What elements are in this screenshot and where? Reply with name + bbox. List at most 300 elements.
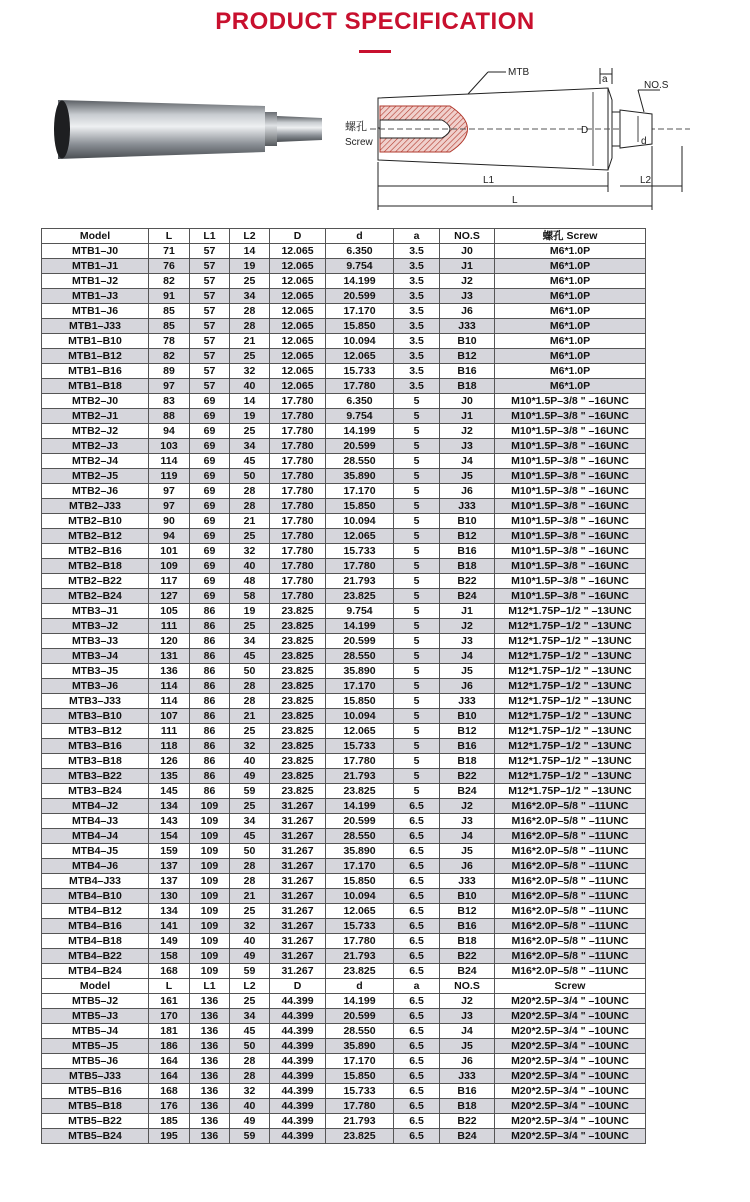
table-cell: 17.780 [270, 469, 326, 484]
table-cell: 3.5 [394, 304, 440, 319]
table-cell: 31.267 [270, 859, 326, 874]
table-cell: 69 [190, 469, 230, 484]
table-cell: 17.780 [270, 574, 326, 589]
table-cell: 6.5 [394, 889, 440, 904]
table-cell: 17.780 [326, 559, 394, 574]
table-cell: MTB5–B16 [42, 1084, 149, 1099]
table-cell: MTB2–J2 [42, 424, 149, 439]
table-cell: 86 [190, 649, 230, 664]
table-cell: 15.733 [326, 739, 394, 754]
column-header: L [149, 979, 190, 994]
table-row [42, 244, 646, 259]
table-cell: B10 [440, 334, 495, 349]
table-cell: 17.780 [270, 499, 326, 514]
table-cell: 17.780 [270, 394, 326, 409]
table-cell: 94 [149, 424, 190, 439]
table-cell: 21 [230, 514, 270, 529]
table-cell: J4 [440, 829, 495, 844]
table-row [42, 964, 646, 979]
table-cell: M6*1.0P [495, 244, 646, 259]
table-cell: B24 [440, 1129, 495, 1144]
table-cell: J3 [440, 1009, 495, 1024]
table-cell: 17.170 [326, 679, 394, 694]
table-cell: MTB5–J3 [42, 1009, 149, 1024]
table-cell: J6 [440, 679, 495, 694]
table-cell: 117 [149, 574, 190, 589]
table-cell: 28 [230, 874, 270, 889]
table-cell: B16 [440, 919, 495, 934]
table-cell: 141 [149, 919, 190, 934]
table-header-2 [42, 979, 646, 994]
table-cell: 25 [230, 349, 270, 364]
table-cell: 44.399 [270, 1024, 326, 1039]
table-cell: MTB5–J2 [42, 994, 149, 1009]
table-cell: J33 [440, 499, 495, 514]
table-cell: 50 [230, 469, 270, 484]
table-cell: 6.5 [394, 934, 440, 949]
table-row [42, 289, 646, 304]
column-header: D [270, 979, 326, 994]
table-cell: 57 [190, 259, 230, 274]
table-cell: 57 [190, 349, 230, 364]
table-cell: MTB5–J4 [42, 1024, 149, 1039]
arbor-photo [54, 100, 322, 159]
table-cell: 6.5 [394, 994, 440, 1009]
table-cell: MTB1–B18 [42, 379, 149, 394]
table-cell: 15.733 [326, 364, 394, 379]
table-row [42, 769, 646, 784]
table-cell: 17.170 [326, 484, 394, 499]
table-cell: 94 [149, 529, 190, 544]
table-cell: 12.065 [270, 259, 326, 274]
table-header-1 [42, 229, 646, 244]
table-cell: M10*1.5P–3/8 " –16UNC [495, 394, 646, 409]
table-cell: MTB5–J33 [42, 1069, 149, 1084]
table-cell: 12.065 [326, 349, 394, 364]
table-cell: 40 [230, 379, 270, 394]
table-cell: M16*2.0P–5/8 " –11UNC [495, 829, 646, 844]
table-cell: 136 [190, 1054, 230, 1069]
table-cell: MTB3–B18 [42, 754, 149, 769]
table-row [42, 814, 646, 829]
table-row [42, 484, 646, 499]
table-cell: 45 [230, 454, 270, 469]
table-cell: 15.733 [326, 1084, 394, 1099]
table-cell: MTB4–J6 [42, 859, 149, 874]
table-cell: MTB2–B22 [42, 574, 149, 589]
table-cell: 69 [190, 394, 230, 409]
table-cell: 25 [230, 724, 270, 739]
table-cell: 44.399 [270, 1099, 326, 1114]
table-cell: 86 [190, 784, 230, 799]
table-row [42, 784, 646, 799]
table-cell: 28 [230, 1054, 270, 1069]
table-cell: 6.5 [394, 1084, 440, 1099]
table-cell: 31.267 [270, 814, 326, 829]
table-cell: 135 [149, 769, 190, 784]
table-cell: J6 [440, 1054, 495, 1069]
table-cell: J2 [440, 619, 495, 634]
table-cell: 23.825 [326, 1129, 394, 1144]
table-cell: B10 [440, 709, 495, 724]
table-cell: B18 [440, 559, 495, 574]
table-cell: 90 [149, 514, 190, 529]
table-row [42, 454, 646, 469]
table-cell: J3 [440, 814, 495, 829]
table-cell: 31.267 [270, 904, 326, 919]
column-header: d [326, 229, 394, 244]
table-cell: 44.399 [270, 1054, 326, 1069]
table-cell: M10*1.5P–3/8 " –16UNC [495, 514, 646, 529]
table-cell: 76 [149, 259, 190, 274]
column-header: a [394, 979, 440, 994]
table-cell: 44.399 [270, 994, 326, 1009]
table-cell: 3.5 [394, 319, 440, 334]
table-cell: 45 [230, 1024, 270, 1039]
table-cell: 21 [230, 334, 270, 349]
column-header: NO.S [440, 229, 495, 244]
table-cell: 111 [149, 724, 190, 739]
table-cell: 69 [190, 439, 230, 454]
table-cell: 10.094 [326, 514, 394, 529]
table-cell: 69 [190, 499, 230, 514]
table-cell: 31.267 [270, 889, 326, 904]
table-cell: 69 [190, 409, 230, 424]
table-cell: MTB1–J3 [42, 289, 149, 304]
table-cell: MTB1–J33 [42, 319, 149, 334]
table-cell: M10*1.5P–3/8 " –16UNC [495, 574, 646, 589]
L1-label: L1 [483, 175, 495, 186]
table-cell: 82 [149, 349, 190, 364]
table-cell: 40 [230, 1099, 270, 1114]
table-cell: 14 [230, 394, 270, 409]
table-cell: MTB2–J4 [42, 454, 149, 469]
table-row [42, 949, 646, 964]
column-header: Screw [495, 979, 646, 994]
table-row [42, 589, 646, 604]
table-cell: 6.5 [394, 874, 440, 889]
d-label: d [641, 136, 647, 147]
table-cell: 3.5 [394, 274, 440, 289]
table-cell: MTB2–J5 [42, 469, 149, 484]
table-cell: 28 [230, 694, 270, 709]
table-cell: 181 [149, 1024, 190, 1039]
table-cell: 97 [149, 484, 190, 499]
table-cell: 85 [149, 319, 190, 334]
table-cell: 17.780 [326, 934, 394, 949]
table-cell: 15.733 [326, 919, 394, 934]
table-cell: 28 [230, 499, 270, 514]
table-cell: 86 [190, 604, 230, 619]
table-cell: 34 [230, 289, 270, 304]
table-cell: B22 [440, 769, 495, 784]
table-cell: 154 [149, 829, 190, 844]
table-cell: J2 [440, 799, 495, 814]
column-header: D [270, 229, 326, 244]
table-cell: 57 [190, 304, 230, 319]
table-cell: 109 [190, 799, 230, 814]
table-row [42, 1039, 646, 1054]
table-cell: 28 [230, 304, 270, 319]
table-row [42, 649, 646, 664]
table-cell: 5 [394, 604, 440, 619]
table-cell: 9.754 [326, 409, 394, 424]
table-cell: MTB1–B12 [42, 349, 149, 364]
table-cell: 15.850 [326, 1069, 394, 1084]
table-cell: 23.825 [270, 784, 326, 799]
table-cell: 69 [190, 529, 230, 544]
table-row [42, 409, 646, 424]
table-cell: 12.065 [270, 274, 326, 289]
table-cell: 136 [190, 1099, 230, 1114]
table-cell: 21.793 [326, 1114, 394, 1129]
table-row [42, 544, 646, 559]
table-cell: 17.780 [270, 454, 326, 469]
table-cell: 23.825 [270, 724, 326, 739]
table-cell: M20*2.5P–3/4 " –10UNC [495, 1009, 646, 1024]
table-cell: 14.199 [326, 619, 394, 634]
table-cell: M12*1.75P–1/2 " –13UNC [495, 664, 646, 679]
table-cell: 83 [149, 394, 190, 409]
table-cell: 149 [149, 934, 190, 949]
table-cell: 5 [394, 514, 440, 529]
table-row [42, 439, 646, 454]
table-cell: 6.5 [394, 1039, 440, 1054]
table-cell: MTB2–B18 [42, 559, 149, 574]
table-cell: 10.094 [326, 334, 394, 349]
table-cell: 86 [190, 694, 230, 709]
table-cell: 45 [230, 829, 270, 844]
table-cell: 159 [149, 844, 190, 859]
table-cell: 19 [230, 259, 270, 274]
table-row [42, 919, 646, 934]
table-cell: 69 [190, 574, 230, 589]
table-cell: 6.5 [394, 964, 440, 979]
table-cell: M6*1.0P [495, 319, 646, 334]
table-cell: 86 [190, 634, 230, 649]
table-cell: 78 [149, 334, 190, 349]
table-cell: 15.733 [326, 544, 394, 559]
table-cell: 136 [190, 1009, 230, 1024]
table-cell: 114 [149, 694, 190, 709]
table-cell: 85 [149, 304, 190, 319]
table-cell: 6.5 [394, 904, 440, 919]
table-cell: 23.825 [270, 664, 326, 679]
table-cell: 136 [149, 664, 190, 679]
table-row [42, 274, 646, 289]
screw-label-en: Screw [345, 137, 373, 148]
table-cell: 97 [149, 499, 190, 514]
table-cell: 10.094 [326, 709, 394, 724]
table-cell: 59 [230, 1129, 270, 1144]
table-cell: 23.825 [270, 649, 326, 664]
table-cell: 158 [149, 949, 190, 964]
table-row [42, 859, 646, 874]
table-cell: 12.065 [270, 244, 326, 259]
table-cell: M20*2.5P–3/4 " –10UNC [495, 1039, 646, 1054]
table-cell: 89 [149, 364, 190, 379]
table-cell: 3.5 [394, 259, 440, 274]
table-cell: M16*2.0P–5/8 " –11UNC [495, 934, 646, 949]
table-cell: 23.825 [270, 604, 326, 619]
table-cell: B18 [440, 1099, 495, 1114]
table-cell: 9.754 [326, 259, 394, 274]
table-cell: 28 [230, 859, 270, 874]
table-cell: M10*1.5P–3/8 " –16UNC [495, 484, 646, 499]
table-cell: M20*2.5P–3/4 " –10UNC [495, 1069, 646, 1084]
table-cell: J33 [440, 1069, 495, 1084]
table-cell: 5 [394, 484, 440, 499]
table-cell: 17.780 [270, 424, 326, 439]
table-row [42, 379, 646, 394]
table-row [42, 334, 646, 349]
table-cell: M16*2.0P–5/8 " –11UNC [495, 874, 646, 889]
table-row [42, 319, 646, 334]
column-header: L1 [190, 229, 230, 244]
table-cell: 14 [230, 244, 270, 259]
table-cell: 137 [149, 859, 190, 874]
column-header: L2 [230, 229, 270, 244]
table-cell: 136 [190, 1039, 230, 1054]
table-cell: M10*1.5P–3/8 " –16UNC [495, 559, 646, 574]
table-cell: 48 [230, 574, 270, 589]
table-cell: 28 [230, 1069, 270, 1084]
table-row [42, 934, 646, 949]
table-cell: J33 [440, 319, 495, 334]
table-cell: M10*1.5P–3/8 " –16UNC [495, 499, 646, 514]
table-cell: 6.5 [394, 1129, 440, 1144]
table-cell: MTB3–J1 [42, 604, 149, 619]
table-cell: 5 [394, 424, 440, 439]
table-cell: 118 [149, 739, 190, 754]
table-row [42, 709, 646, 724]
table-cell: 57 [190, 274, 230, 289]
table-cell: 17.780 [326, 379, 394, 394]
table-cell: J2 [440, 994, 495, 1009]
table-cell: 20.599 [326, 634, 394, 649]
table-cell: 34 [230, 814, 270, 829]
table-cell: J2 [440, 274, 495, 289]
table-cell: 136 [190, 1069, 230, 1084]
table-cell: J4 [440, 1024, 495, 1039]
table-cell: 109 [190, 949, 230, 964]
table-cell: 101 [149, 544, 190, 559]
table-cell: 119 [149, 469, 190, 484]
table-cell: 50 [230, 1039, 270, 1054]
table-cell: 57 [190, 379, 230, 394]
table-cell: 5 [394, 439, 440, 454]
table-cell: MTB5–B18 [42, 1099, 149, 1114]
table-cell: M16*2.0P–5/8 " –11UNC [495, 889, 646, 904]
table-cell: 69 [190, 544, 230, 559]
table-cell: M12*1.75P–1/2 " –13UNC [495, 784, 646, 799]
table-cell: B22 [440, 574, 495, 589]
table-cell: 23.825 [326, 964, 394, 979]
table-cell: 31.267 [270, 949, 326, 964]
table-row [42, 1054, 646, 1069]
table-cell: J3 [440, 634, 495, 649]
table-cell: 86 [190, 709, 230, 724]
table-cell: 44.399 [270, 1009, 326, 1024]
table-cell: 136 [190, 994, 230, 1009]
table-cell: MTB1–J1 [42, 259, 149, 274]
table-cell: 44.399 [270, 1069, 326, 1084]
table-cell: M10*1.5P–3/8 " –16UNC [495, 454, 646, 469]
table-cell: M10*1.5P–3/8 " –16UNC [495, 544, 646, 559]
table-cell: 9.754 [326, 604, 394, 619]
table-cell: 23.825 [270, 739, 326, 754]
screw-label-cn: 螺孔 [345, 120, 367, 133]
table-cell: MTB4–B22 [42, 949, 149, 964]
table-cell: J1 [440, 604, 495, 619]
table-cell: 86 [190, 619, 230, 634]
table-cell: B12 [440, 904, 495, 919]
table-cell: J6 [440, 859, 495, 874]
table-cell: 136 [190, 1024, 230, 1039]
table-cell: M6*1.0P [495, 274, 646, 289]
table-cell: 25 [230, 529, 270, 544]
table-cell: 97 [149, 379, 190, 394]
table-row [42, 394, 646, 409]
table-cell: MTB2–B10 [42, 514, 149, 529]
table-cell: 44.399 [270, 1114, 326, 1129]
table-cell: 49 [230, 949, 270, 964]
table-cell: 6.5 [394, 799, 440, 814]
column-header: Model [42, 979, 149, 994]
table-cell: 25 [230, 799, 270, 814]
table-cell: 6.5 [394, 829, 440, 844]
table-cell: 69 [190, 559, 230, 574]
table-cell: 109 [190, 844, 230, 859]
table-cell: 6.5 [394, 1054, 440, 1069]
table-cell: 3.5 [394, 349, 440, 364]
table-cell: M20*2.5P–3/4 " –10UNC [495, 1084, 646, 1099]
table-cell: 20.599 [326, 439, 394, 454]
table-cell: 109 [190, 874, 230, 889]
table-row [42, 349, 646, 364]
table-cell: 109 [190, 964, 230, 979]
table-cell: MTB4–B16 [42, 919, 149, 934]
table-cell: 28.550 [326, 454, 394, 469]
table-cell: MTB3–J33 [42, 694, 149, 709]
table-cell: 32 [230, 1084, 270, 1099]
table-cell: B16 [440, 364, 495, 379]
table-cell: 25 [230, 274, 270, 289]
table-cell: M6*1.0P [495, 364, 646, 379]
table-cell: 6.350 [326, 394, 394, 409]
table-cell: M16*2.0P–5/8 " –11UNC [495, 799, 646, 814]
table-cell: 134 [149, 799, 190, 814]
table-cell: 21.793 [326, 769, 394, 784]
table-cell: 5 [394, 739, 440, 754]
column-header: 螺孔 Screw [495, 229, 646, 244]
spec-table [41, 228, 646, 1144]
table-row [42, 1129, 646, 1144]
table-row [42, 754, 646, 769]
table-cell: M20*2.5P–3/4 " –10UNC [495, 1054, 646, 1069]
table-cell: 20.599 [326, 814, 394, 829]
table-cell: 5 [394, 589, 440, 604]
table-cell: M10*1.5P–3/8 " –16UNC [495, 529, 646, 544]
table-cell: MTB1–B10 [42, 334, 149, 349]
table-cell: 86 [190, 664, 230, 679]
table-row [42, 844, 646, 859]
table-cell: 19 [230, 409, 270, 424]
table-cell: J3 [440, 439, 495, 454]
table-cell: 107 [149, 709, 190, 724]
table-cell: 32 [230, 364, 270, 379]
table-cell: 28 [230, 484, 270, 499]
